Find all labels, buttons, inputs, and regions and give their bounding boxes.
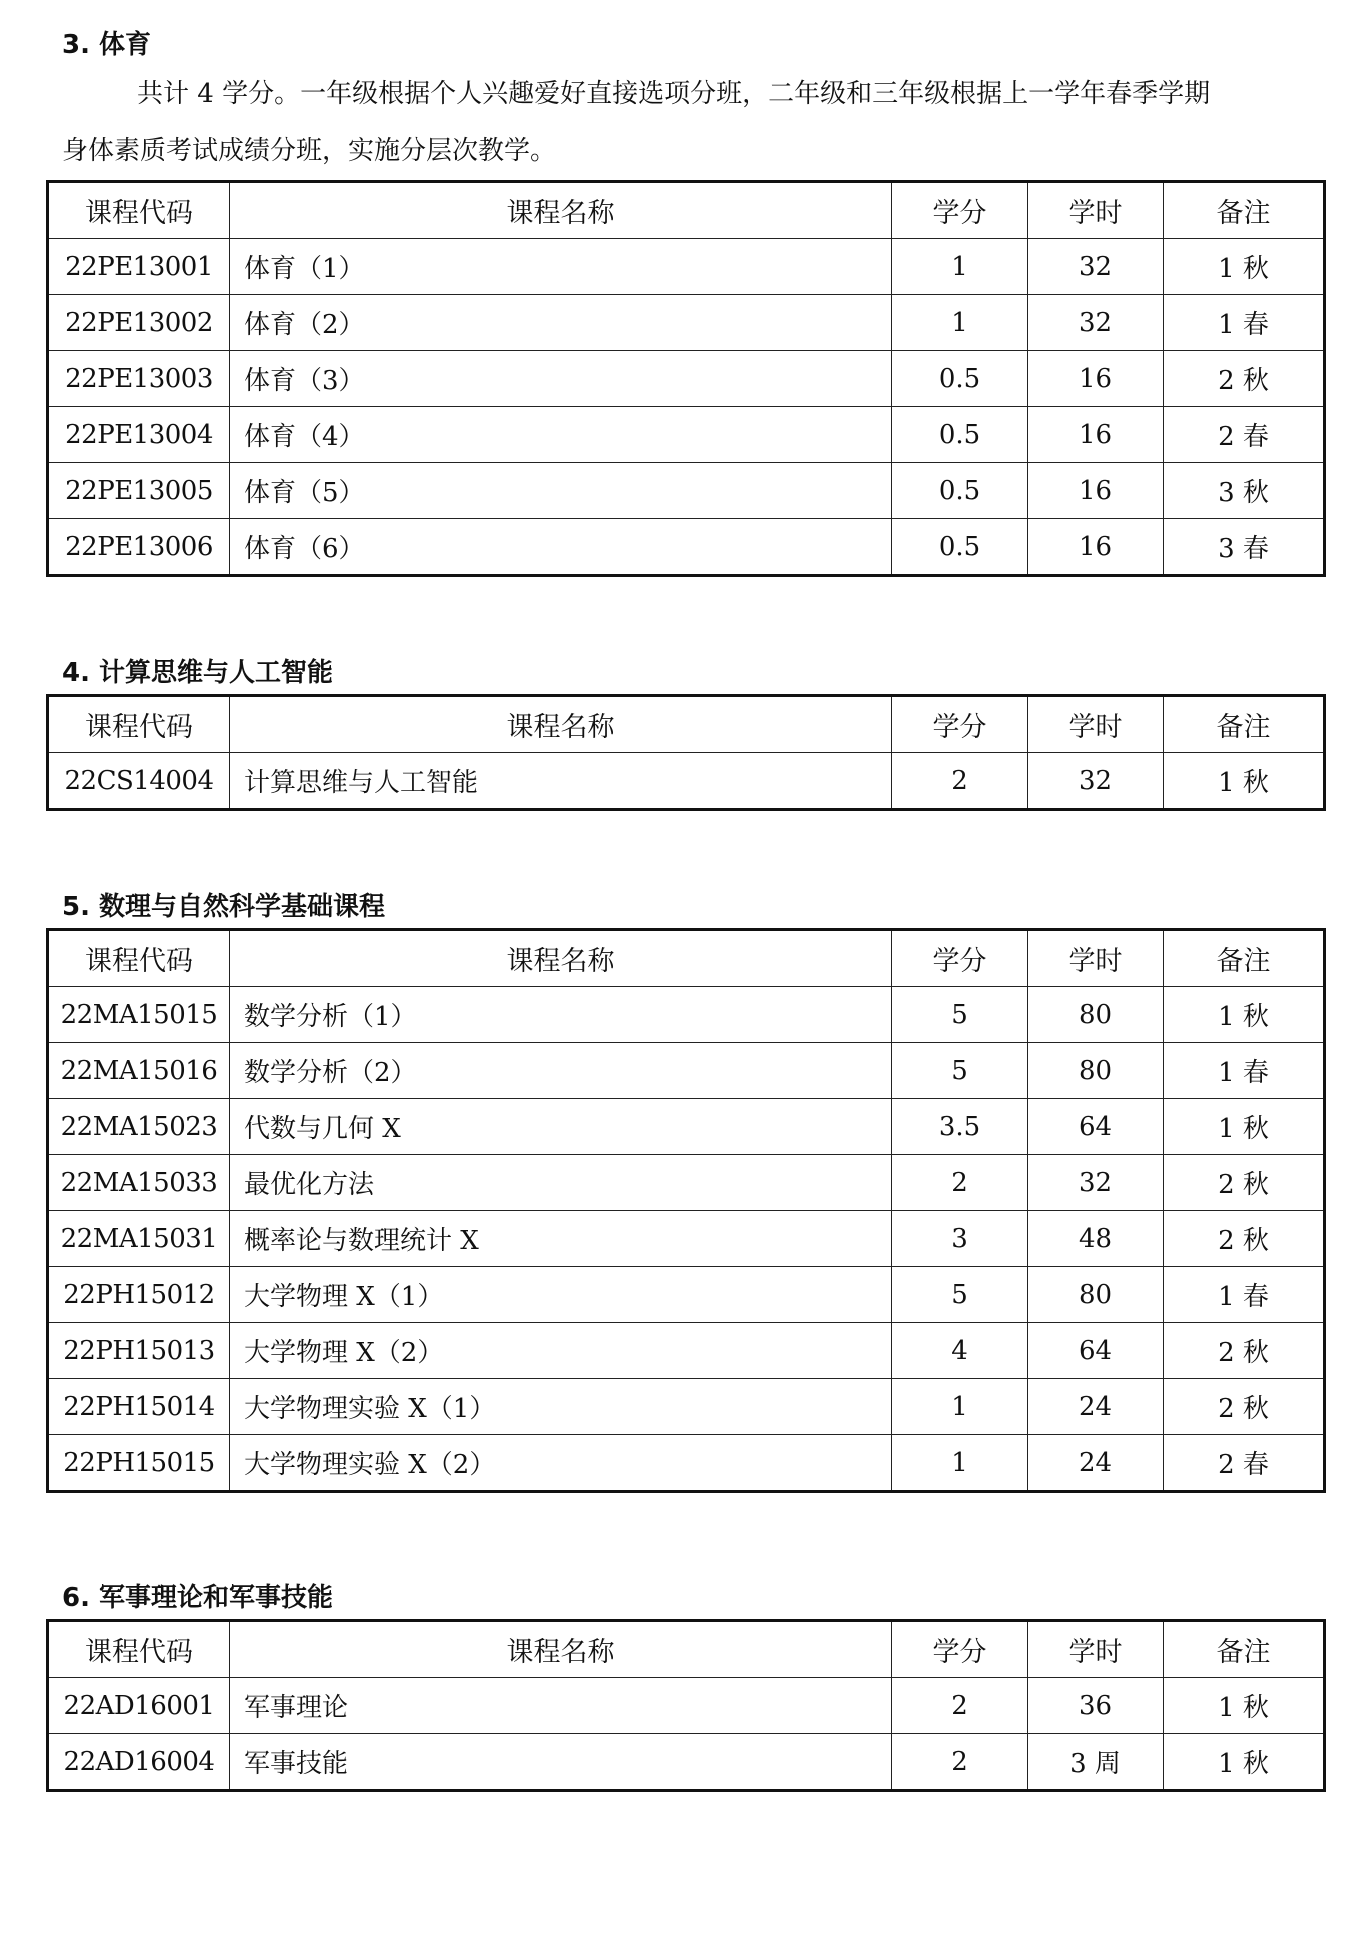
course-table [46,928,1326,1493]
course-code: 22PE13003 [48,351,230,407]
course-remarks: 1 秋 [1164,987,1325,1043]
course-name: 体育（2） [230,295,892,351]
course-credits: 5 [892,1043,1028,1099]
course-hours: 64 [1028,1323,1164,1379]
course-credits: 1 [892,239,1028,295]
header-credits: 学分 [892,1621,1028,1678]
table-row [48,407,1325,463]
course-hours: 24 [1028,1379,1164,1435]
header-credits: 学分 [892,696,1028,753]
course-table [46,180,1326,577]
course-code: 22MA15023 [48,1099,230,1155]
intro-line-2: 身体素质考试成绩分班，实施分层次教学。 [62,136,557,166]
course-remarks: 1 秋 [1164,239,1325,295]
table-row [48,1435,1325,1492]
course-name: 体育（1） [230,239,892,295]
course-remarks: 2 秋 [1164,351,1325,407]
header-code: 课程代码 [48,182,230,239]
course-credits: 5 [892,987,1028,1043]
course-credits: 0.5 [892,463,1028,519]
header-credits: 学分 [892,182,1028,239]
section-heading: 6. 军事理论和军事技能 [62,1583,334,1613]
table-row [48,351,1325,407]
header-name: 课程名称 [230,182,892,239]
course-code: 22PH15014 [48,1379,230,1435]
course-remarks: 1 秋 [1164,1734,1325,1791]
course-name: 最优化方法 [230,1155,892,1211]
section-heading: 4. 计算思维与人工智能 [62,658,334,688]
course-hours: 48 [1028,1211,1164,1267]
table-row [48,1678,1325,1734]
table-header-row [48,696,1325,753]
course-table [46,1619,1326,1792]
course-name: 体育（3） [230,351,892,407]
header-code: 课程代码 [48,930,230,987]
table-row [48,753,1325,810]
course-code: 22PH15013 [48,1323,230,1379]
header-name: 课程名称 [230,930,892,987]
course-credits: 5 [892,1267,1028,1323]
course-remarks: 2 春 [1164,407,1325,463]
section-math-science [46,886,1326,1493]
header-remarks: 备注 [1164,1621,1325,1678]
section-physical-education [46,24,1326,577]
course-remarks: 2 秋 [1164,1211,1325,1267]
table-row [48,1734,1325,1791]
course-remarks: 1 秋 [1164,1678,1325,1734]
header-remarks: 备注 [1164,930,1325,987]
course-table [46,694,1326,811]
course-code: 22CS14004 [48,753,230,810]
course-code: 22PE13004 [48,407,230,463]
course-code: 22PH15012 [48,1267,230,1323]
header-hours: 学时 [1028,696,1164,753]
course-credits: 0.5 [892,519,1028,576]
header-code: 课程代码 [48,696,230,753]
table-row [48,1043,1325,1099]
course-credits: 2 [892,753,1028,810]
course-code: 22PE13002 [48,295,230,351]
course-code: 22PE13006 [48,519,230,576]
course-code: 22PE13005 [48,463,230,519]
course-remarks: 2 春 [1164,1435,1325,1492]
table-row [48,1211,1325,1267]
table-header-row [48,1621,1325,1678]
course-name: 大学物理 X（2） [230,1323,892,1379]
course-name: 数学分析（2） [230,1043,892,1099]
course-code: 22MA15015 [48,987,230,1043]
table-row [48,1155,1325,1211]
course-hours: 36 [1028,1678,1164,1734]
course-hours: 32 [1028,1155,1164,1211]
course-code: 22AD16004 [48,1734,230,1791]
section-heading: 5. 数理与自然科学基础课程 [62,892,386,922]
course-name: 概率论与数理统计 X [230,1211,892,1267]
course-credits: 3 [892,1211,1028,1267]
table-row [48,463,1325,519]
course-name: 大学物理实验 X（2） [230,1435,892,1492]
intro-line-1: 共计 4 学分。一年级根据个人兴趣爱好直接选项分班，二年级和三年级根据上一学年春季学期 [137,79,1211,109]
course-credits: 0.5 [892,407,1028,463]
course-name: 军事技能 [230,1734,892,1791]
course-remarks: 2 秋 [1164,1379,1325,1435]
course-name: 体育（4） [230,407,892,463]
course-hours: 80 [1028,987,1164,1043]
course-hours: 64 [1028,1099,1164,1155]
course-hours: 16 [1028,519,1164,576]
course-name: 大学物理实验 X（1） [230,1379,892,1435]
header-remarks: 备注 [1164,182,1325,239]
course-remarks: 1 秋 [1164,1099,1325,1155]
course-remarks: 3 春 [1164,519,1325,576]
course-hours: 24 [1028,1435,1164,1492]
course-code: 22AD16001 [48,1678,230,1734]
course-credits: 3.5 [892,1099,1028,1155]
course-name: 代数与几何 X [230,1099,892,1155]
course-remarks: 3 秋 [1164,463,1325,519]
course-remarks: 1 春 [1164,1043,1325,1099]
course-credits: 2 [892,1155,1028,1211]
course-credits: 0.5 [892,351,1028,407]
header-hours: 学时 [1028,930,1164,987]
table-row [48,1323,1325,1379]
table-header-row [48,930,1325,987]
table-row [48,239,1325,295]
header-credits: 学分 [892,930,1028,987]
course-hours: 32 [1028,295,1164,351]
table-row [48,1379,1325,1435]
table-row [48,1099,1325,1155]
course-remarks: 2 秋 [1164,1155,1325,1211]
course-code: 22PE13001 [48,239,230,295]
course-credits: 1 [892,295,1028,351]
course-name: 军事理论 [230,1678,892,1734]
section-intro [46,66,1326,180]
table-header-row [48,182,1325,239]
course-remarks: 1 春 [1164,295,1325,351]
section-military [46,1577,1326,1792]
course-code: 22MA15033 [48,1155,230,1211]
course-credits: 1 [892,1379,1028,1435]
header-hours: 学时 [1028,182,1164,239]
course-credits: 2 [892,1734,1028,1791]
course-remarks: 1 春 [1164,1267,1325,1323]
header-hours: 学时 [1028,1621,1164,1678]
course-hours: 16 [1028,407,1164,463]
course-hours: 80 [1028,1043,1164,1099]
course-name: 体育（5） [230,463,892,519]
course-credits: 1 [892,1435,1028,1492]
course-name: 大学物理 X（1） [230,1267,892,1323]
header-name: 课程名称 [230,1621,892,1678]
course-credits: 4 [892,1323,1028,1379]
course-code: 22PH15015 [48,1435,230,1492]
course-credits: 2 [892,1678,1028,1734]
table-row [48,987,1325,1043]
table-row [48,295,1325,351]
course-hours: 32 [1028,239,1164,295]
course-name: 计算思维与人工智能 [230,753,892,810]
table-row [48,1267,1325,1323]
course-code: 22MA15016 [48,1043,230,1099]
course-code: 22MA15031 [48,1211,230,1267]
course-hours: 16 [1028,351,1164,407]
header-remarks: 备注 [1164,696,1325,753]
course-hours: 32 [1028,753,1164,810]
header-name: 课程名称 [230,696,892,753]
course-remarks: 2 秋 [1164,1323,1325,1379]
course-name: 数学分析（1） [230,987,892,1043]
course-hours: 16 [1028,463,1164,519]
course-hours: 80 [1028,1267,1164,1323]
section-computational-thinking [46,652,1326,811]
section-heading: 3. 体育 [62,30,152,60]
course-remarks: 1 秋 [1164,753,1325,810]
header-code: 课程代码 [48,1621,230,1678]
course-name: 体育（6） [230,519,892,576]
course-hours: 3 周 [1028,1734,1164,1791]
table-row [48,519,1325,576]
